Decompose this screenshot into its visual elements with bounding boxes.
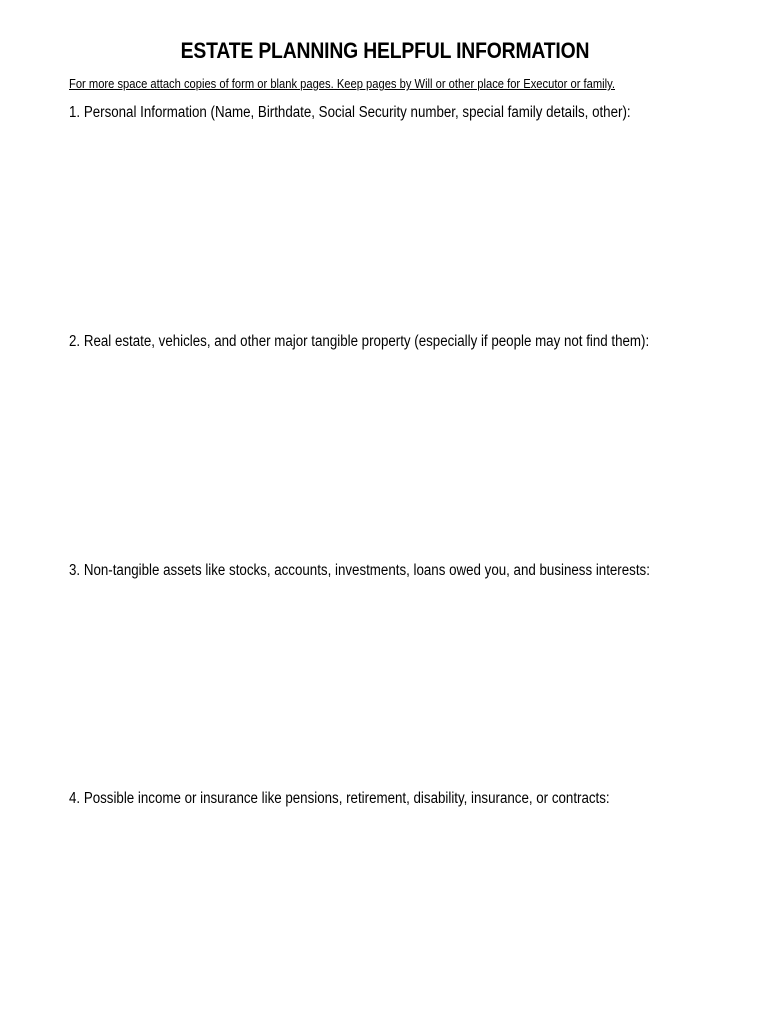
section-tangible-property-answer-area[interactable] <box>69 359 703 554</box>
section-personal-information-answer-area[interactable] <box>69 130 703 325</box>
section-non-tangible-assets-answer-area[interactable] <box>69 588 703 783</box>
section-non-tangible-assets-label: 3. Non-tangible assets like stocks, accounts, investments, loans owed you, and business interests: <box>69 562 650 579</box>
page-title: ESTATE PLANNING HELPFUL INFORMATION <box>180 38 590 63</box>
section-personal-information-label: 1. Personal Information (Name, Birthdate, Social Security number, special family details, other): <box>69 104 631 121</box>
section-tangible-property-label: 2. Real estate, vehicles, and other major tangible property (especially if people may not find them): <box>69 333 650 350</box>
form-instructions: For more space attach copies of form or blank pages. Keep pages by Will or other place for Executor or family. <box>69 76 616 91</box>
section-income-insurance-label: 4. Possible income or insurance like pensions, retirement, disability, insurance, or contracts: <box>69 790 610 807</box>
section-income-insurance-answer-area[interactable] <box>69 816 703 1011</box>
